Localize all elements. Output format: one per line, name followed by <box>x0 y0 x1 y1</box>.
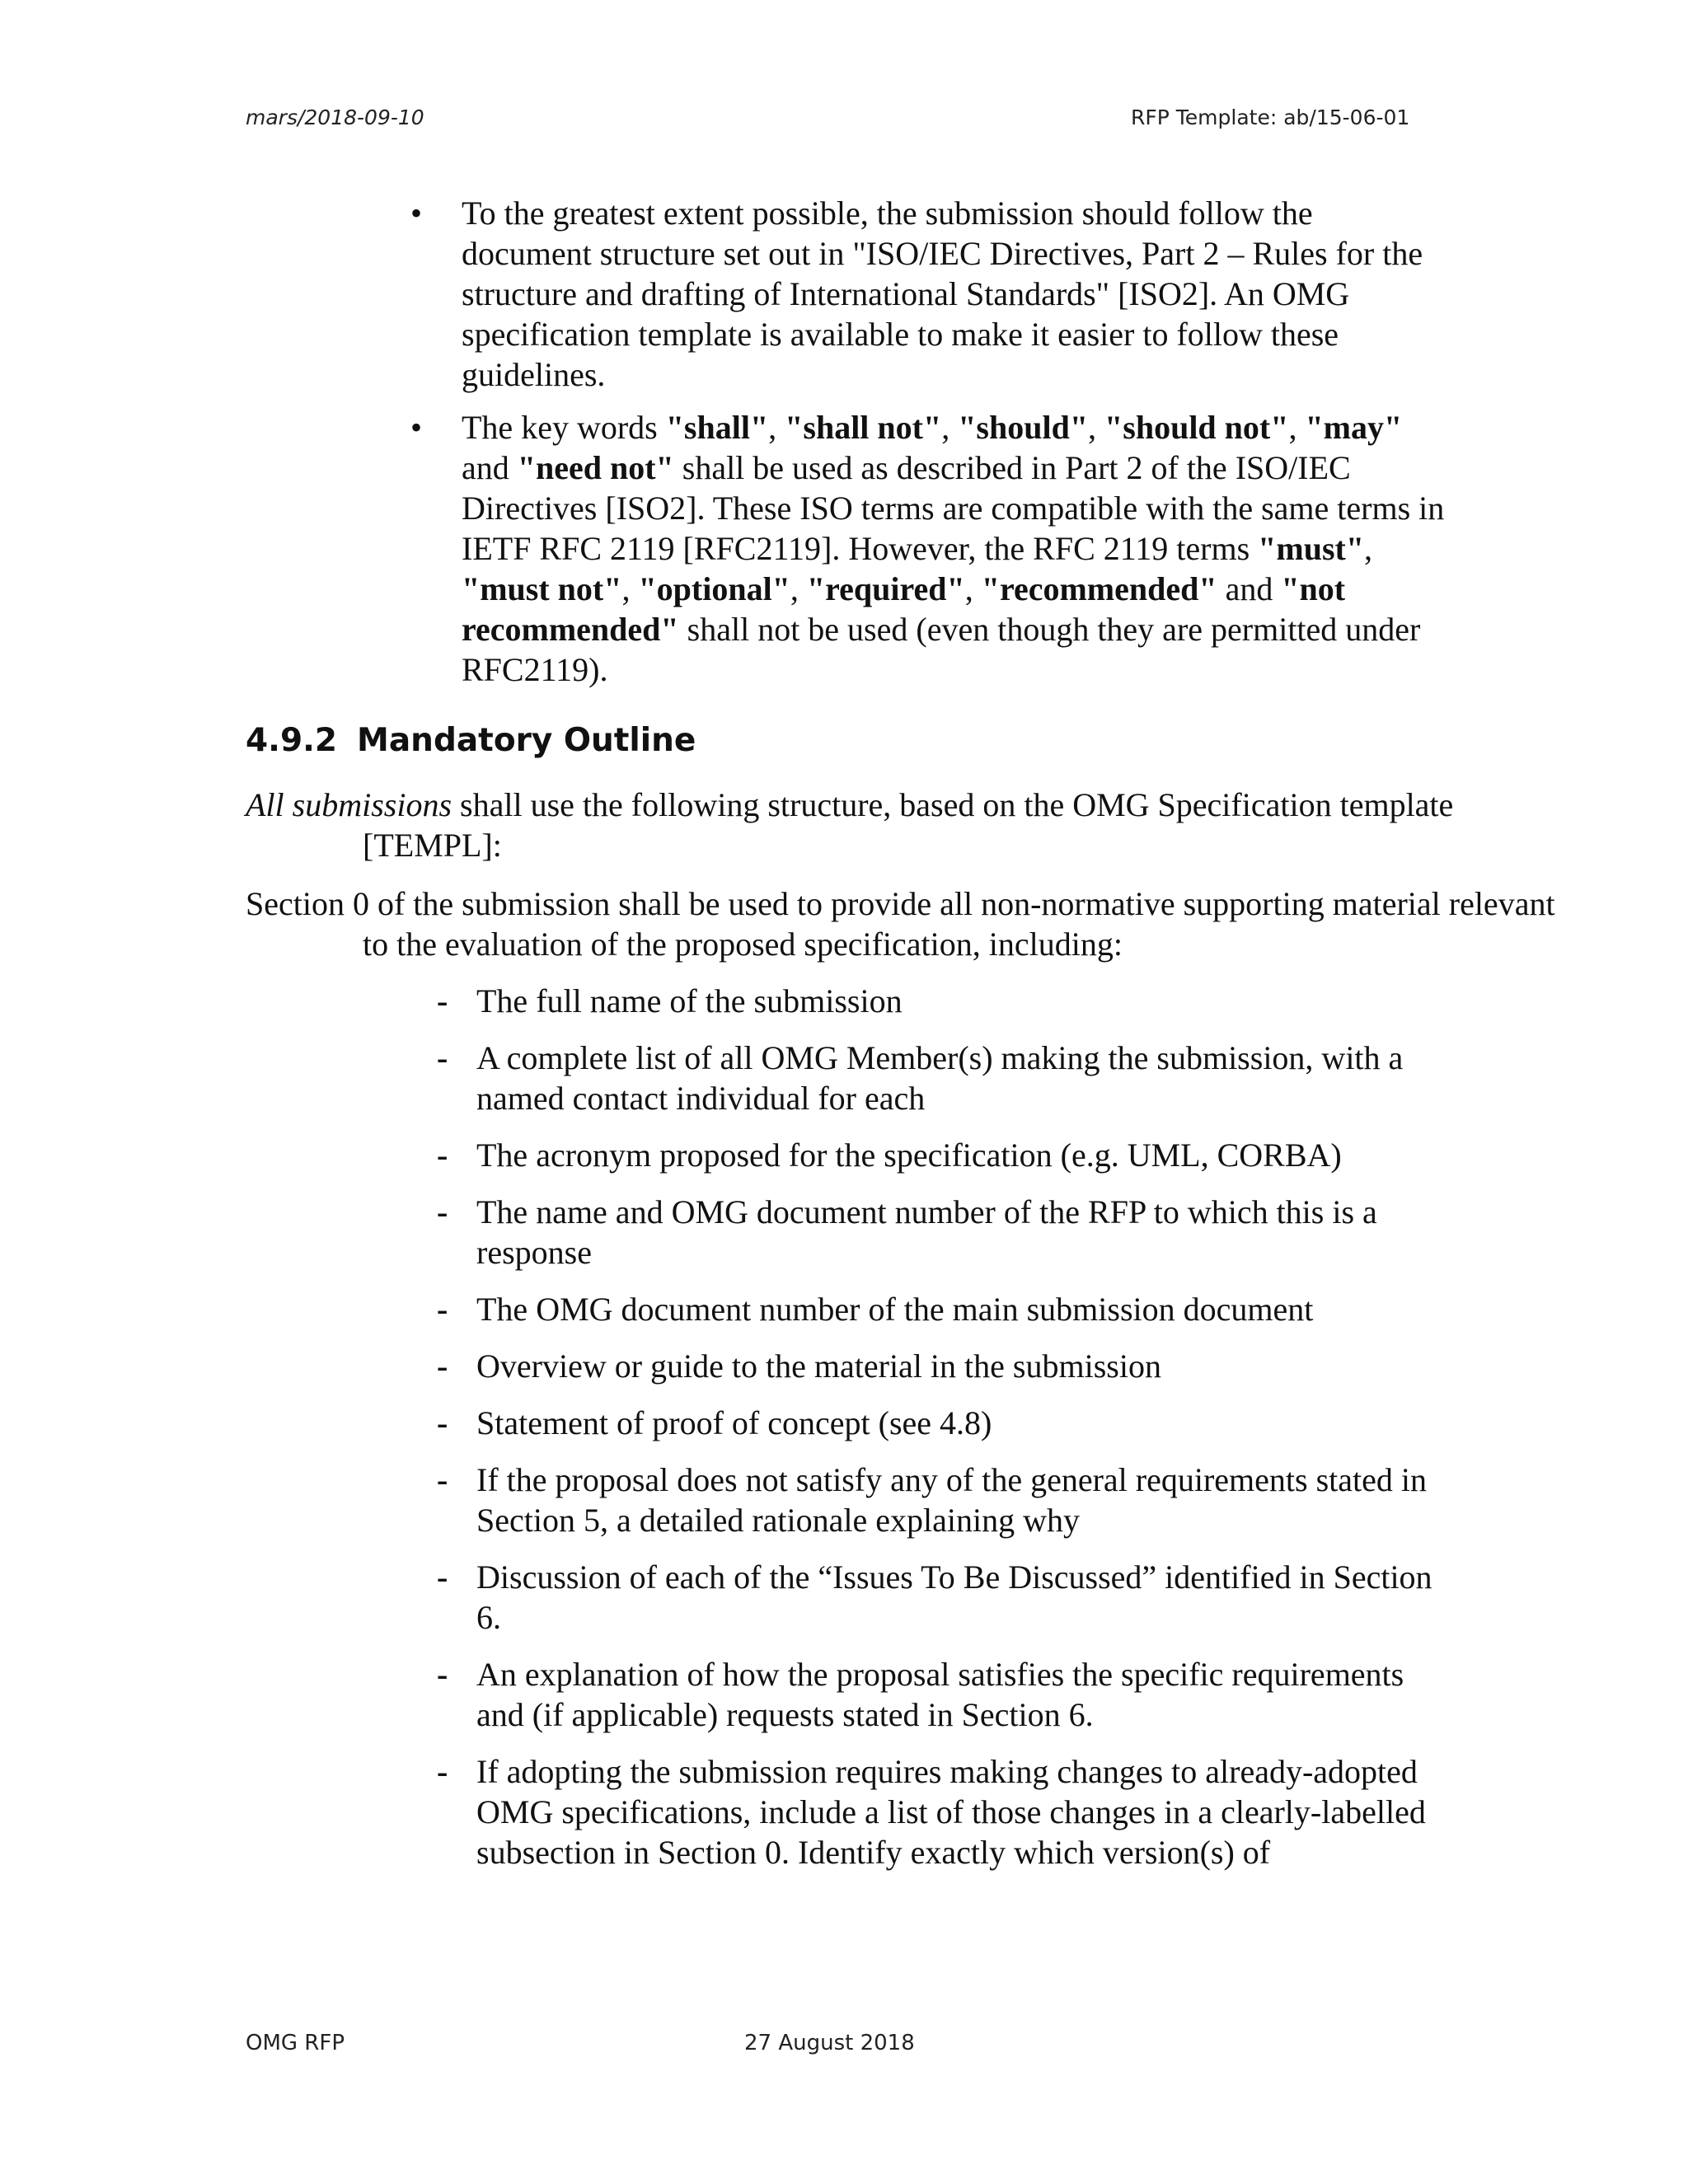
keyword: "optional" <box>638 570 790 607</box>
bullet-text: To the greatest extent possible, the submission should follow the document structure set out in "ISO/IEC Directives, Part 2 – Rules for the structure and drafting of International Standards" [ISO2]. An OMG specification template is available to make it easier to follow these guidelines. <box>462 194 1423 393</box>
section-0-contents-list <box>437 981 1451 1889</box>
dash-icon: - <box>437 1193 448 1230</box>
dash-icon: - <box>437 1753 448 1790</box>
keyword: "may" <box>1305 409 1403 446</box>
bullet-item <box>246 407 1449 690</box>
list-item <box>437 1751 1451 1872</box>
list-item-text: If adopting the submission requires making changes to already-adopted OMG specifications, include a list of those changes in a clearly-labelled subsection in Section 0. Identify exactly which version(s) of <box>476 1753 1426 1871</box>
list-item-text: If the proposal does not satisfy any of the general requirements stated in Section 5, a detailed rationale explaining why <box>476 1461 1427 1539</box>
header-template-id: RFP Template: ab/15-06-01 <box>1131 105 1410 129</box>
paragraph-section-0: Section 0 of the submission shall be used to provide all non-normative supporting material relevant to the evaluation of the proposed specification, including: <box>246 885 1555 963</box>
dash-icon: - <box>437 1347 448 1385</box>
footer-date: 27 August 2018 <box>744 2031 915 2055</box>
header-document-id: mars/2018-09-10 <box>246 105 424 129</box>
list-item <box>437 1460 1451 1540</box>
keyword: "shall not" <box>785 409 942 446</box>
dash-icon: - <box>437 1039 448 1076</box>
dash-icon: - <box>437 1461 448 1498</box>
list-item <box>437 1403 1451 1443</box>
emphasis-text: All submissions <box>246 786 452 823</box>
list-item <box>437 1346 1451 1386</box>
section-title: Mandatory Outline <box>357 722 696 759</box>
list-item <box>437 1654 1451 1735</box>
paragraph-all-submissions: All submissions shall use the following structure, based on the OMG Specification template [TEMPL]: <box>246 786 1454 864</box>
bullet-icon: • <box>410 194 423 232</box>
list-item-text: Statement of proof of concept (see 4.8) <box>476 1404 992 1441</box>
list-item-text: The full name of the submission <box>476 982 903 1019</box>
footer-document-name: OMG RFP <box>246 2031 345 2055</box>
list-item <box>437 1557 1451 1638</box>
keyword: "must not" <box>462 570 622 607</box>
keyword: "shall" <box>665 409 769 446</box>
list-item-text: The OMG document number of the main submission document <box>476 1291 1314 1328</box>
list-item <box>437 981 1451 1021</box>
list-item-text: A complete list of all OMG Member(s) making the submission, with a named contact individual for each <box>476 1039 1404 1117</box>
list-item <box>437 1135 1451 1175</box>
dash-icon: - <box>437 1656 448 1693</box>
list-item-text: Discussion of each of the “Issues To Be Discussed” identified in Section 6. <box>476 1558 1432 1636</box>
keyword: "need not" <box>517 449 674 486</box>
list-item-text: Overview or guide to the material in the submission <box>476 1347 1161 1385</box>
dash-icon: - <box>437 1291 448 1328</box>
list-item-text: The name and OMG document number of the RFP to which this is a response <box>476 1193 1377 1271</box>
bullet-item <box>246 193 1449 395</box>
dash-icon: - <box>437 982 448 1019</box>
list-item-text: The acronym proposed for the specification (e.g. UML, CORBA) <box>476 1137 1342 1174</box>
list-item-text: An explanation of how the proposal satisfies the specific requirements and (if applicable) requests stated in Section 6. <box>476 1656 1404 1733</box>
keyword: "must" <box>1258 530 1365 567</box>
list-item <box>437 1289 1451 1329</box>
bullet-icon: • <box>410 409 423 446</box>
keyword: "should" <box>958 409 1089 446</box>
keyword: "not recommended" <box>462 570 1346 648</box>
dash-icon: - <box>437 1404 448 1441</box>
bullet-text-keywords: The key words "shall", "shall not", "should", "should not", "may" and "need not" shall be used as described in Part 2 of the ISO/IEC Directives [ISO2]. These ISO terms are compatible with the same terms in IETF RFC 2119 [RFC2119]. However, the RFC 2119 terms "must", "must not", "optional", "required", "recommended" and "not recommended" shall not be used (even though they are permitted under RFC2119). <box>462 409 1445 688</box>
keyword: "should not" <box>1104 409 1289 446</box>
section-heading <box>246 720 696 762</box>
dash-icon: - <box>437 1137 448 1174</box>
section-number: 4.9.2 <box>246 722 338 759</box>
dash-icon: - <box>437 1558 448 1596</box>
list-item <box>437 1192 1451 1272</box>
list-item <box>437 1038 1451 1118</box>
keyword: "required" <box>806 570 965 607</box>
guidelines-bullet-list <box>246 193 1449 702</box>
keyword: "recommended" <box>981 570 1217 607</box>
